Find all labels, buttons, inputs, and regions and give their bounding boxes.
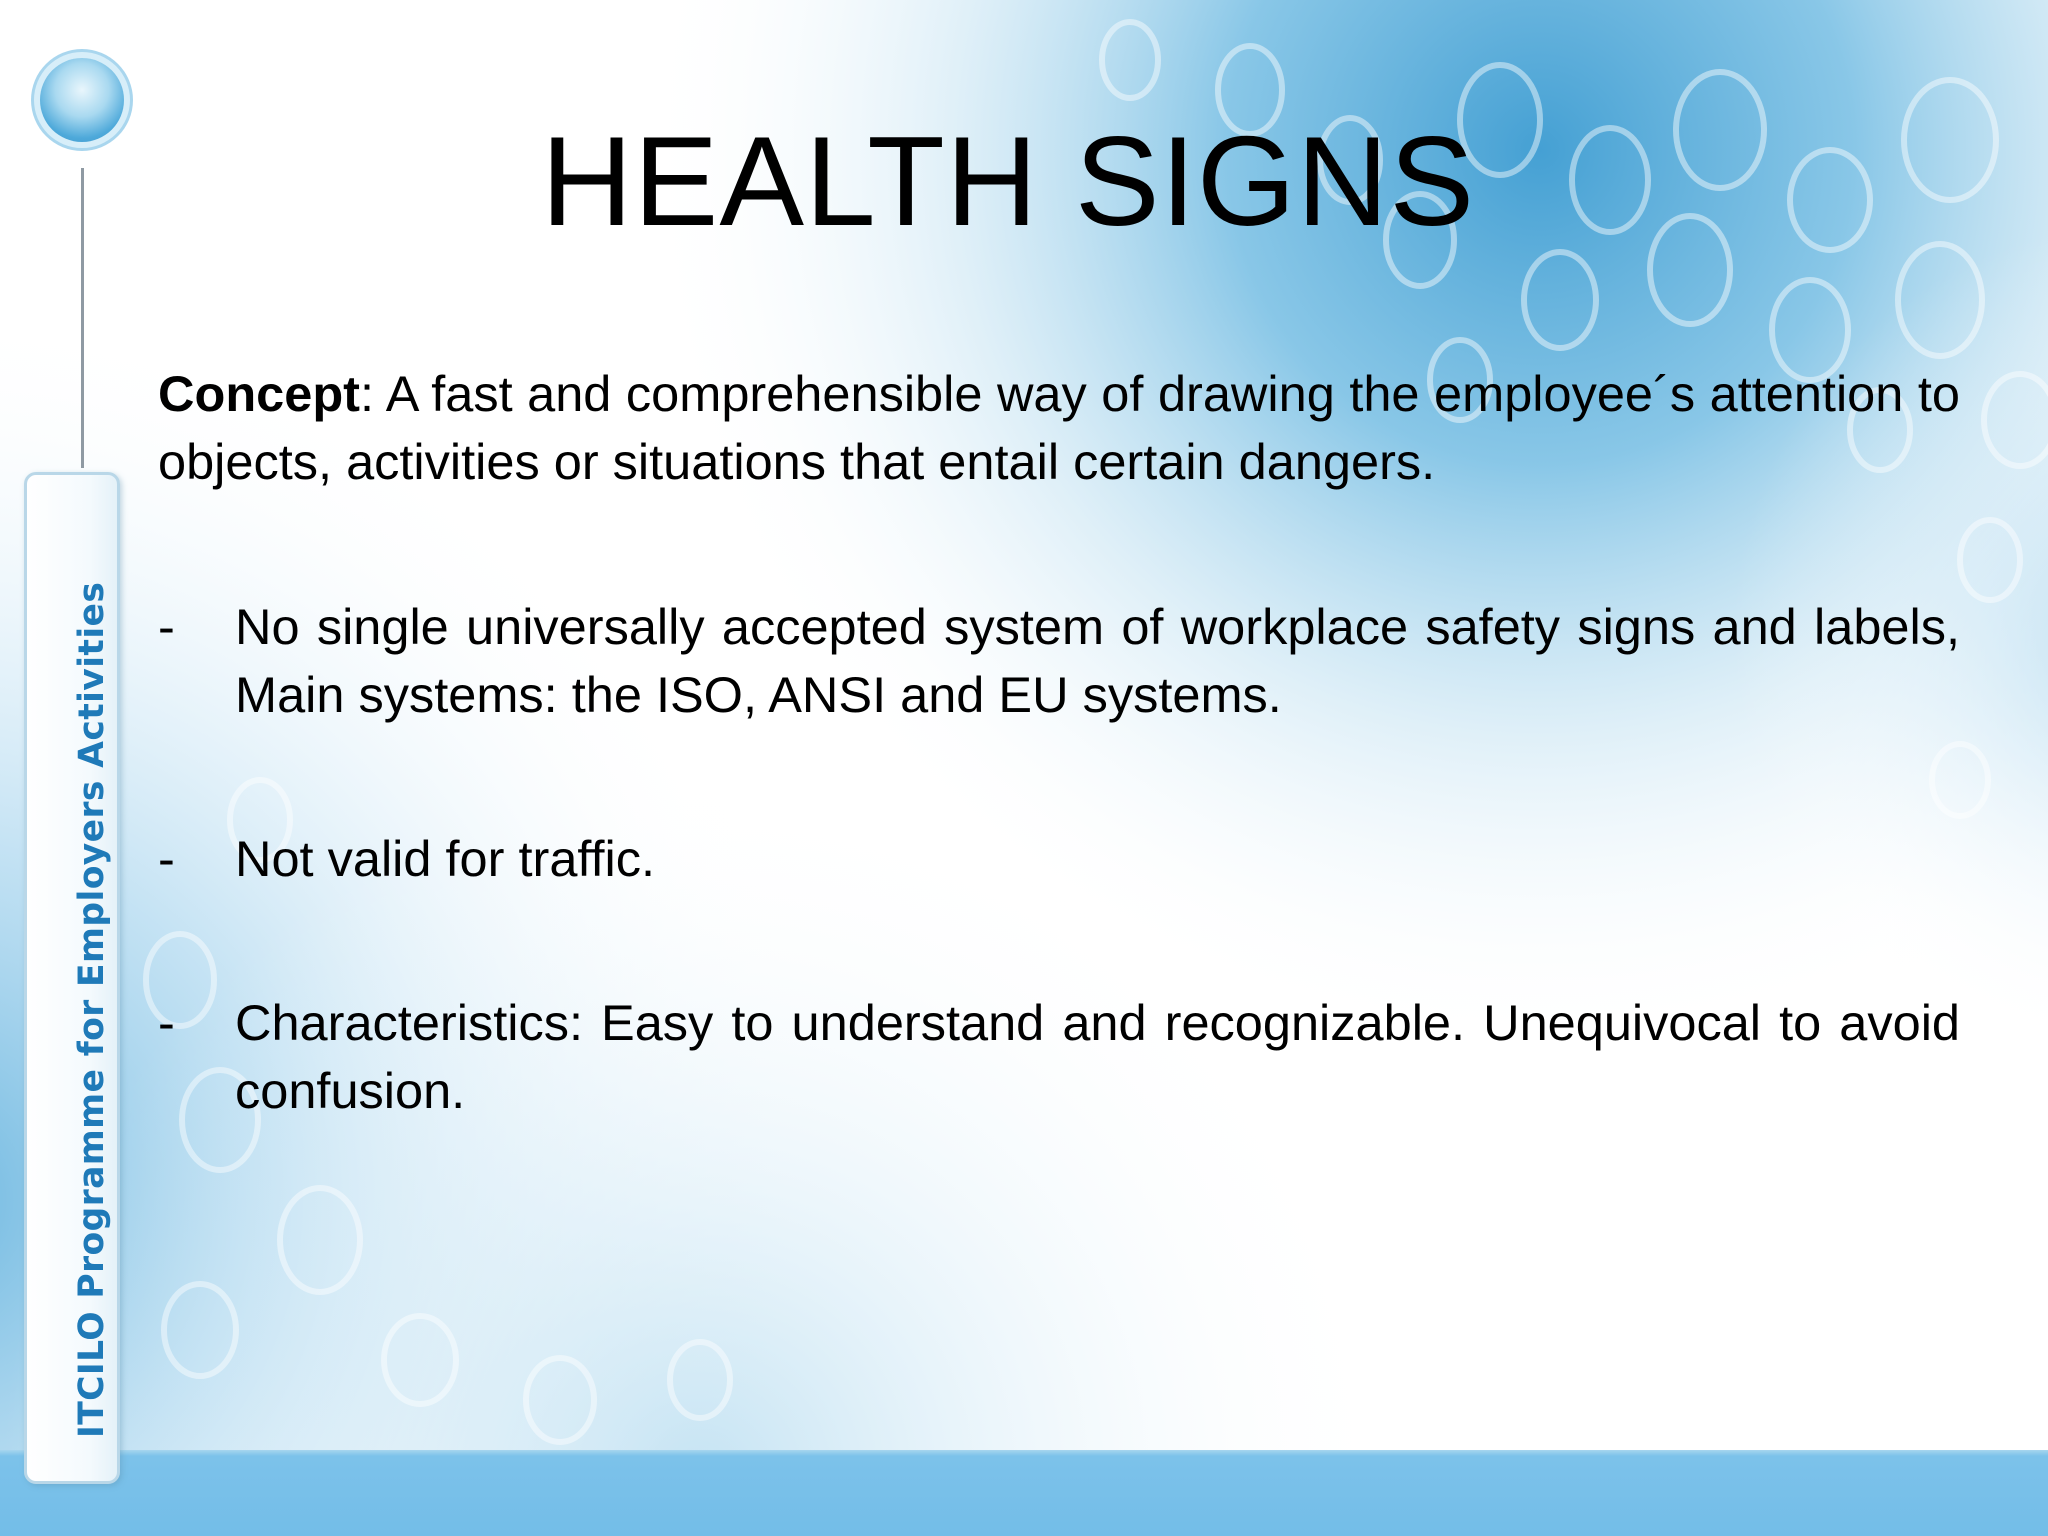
bullet-marker: - (158, 598, 175, 655)
sidebar-label: ITCILO Programme for Employers Activities (72, 581, 112, 1438)
slide-title-text: HEALTH SIGNS (540, 110, 1476, 252)
bullet-list (158, 593, 1960, 1125)
concept-text: : A fast and comprehensible way of drawing the employee´s attention to objects, activities or situations that entail certain dangers. (158, 365, 1960, 490)
footer-band (0, 1450, 2048, 1536)
list-item (158, 593, 1960, 729)
bullet-text: Not valid for traffic. (235, 830, 656, 887)
list-item (158, 825, 1960, 893)
bullet-text: No single universally accepted system of workplace safety signs and labels, Main systems: the ISO, ANSI and EU systems. (235, 598, 1960, 723)
bullet-marker: - (158, 994, 175, 1051)
concept-label: Concept (158, 365, 360, 422)
slide-body (158, 360, 1960, 1125)
bullet-text: Characteristics: Easy to understand and recognizable. Unequivocal to avoid confusion. (235, 994, 1960, 1119)
concept-paragraph (158, 360, 1960, 496)
list-item (158, 989, 1960, 1125)
bullet-marker: - (158, 830, 175, 887)
slide-title (0, 110, 2048, 252)
